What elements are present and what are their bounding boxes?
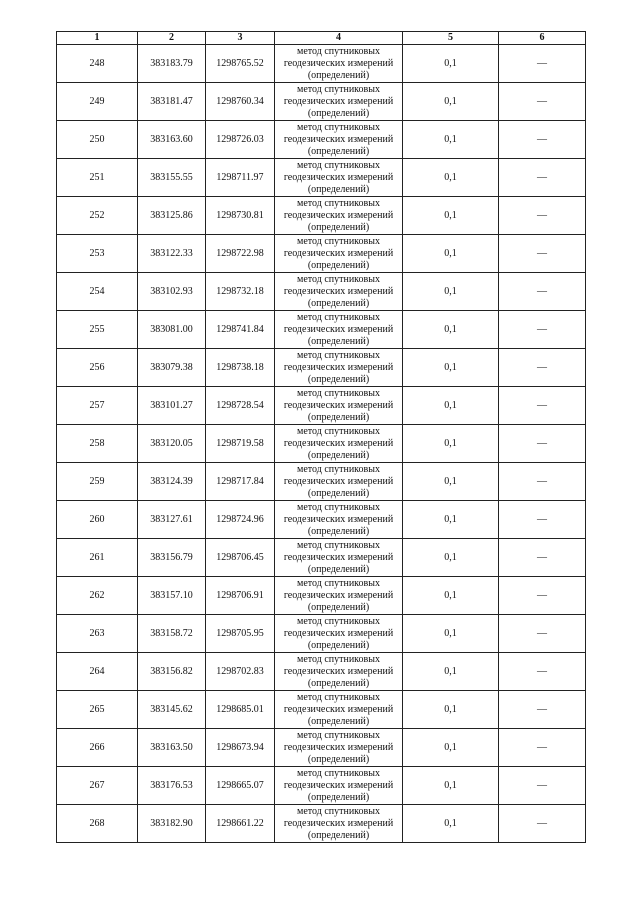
method-cell: метод спутниковых геодезических измерений (определений): [275, 273, 403, 311]
x-coordinate-cell: 383158.72: [138, 615, 206, 653]
accuracy-cell: 0,1: [403, 577, 499, 615]
note-cell: —: [499, 349, 586, 387]
table-row: [57, 273, 586, 311]
note-cell: —: [499, 387, 586, 425]
note-cell: —: [499, 463, 586, 501]
accuracy-cell: 0,1: [403, 121, 499, 159]
method-cell: метод спутниковых геодезических измерений (определений): [275, 539, 403, 577]
method-cell: метод спутниковых геодезических измерений (определений): [275, 463, 403, 501]
note-cell: —: [499, 273, 586, 311]
y-coordinate-cell: 1298706.45: [206, 539, 275, 577]
accuracy-cell: 0,1: [403, 615, 499, 653]
table-row: [57, 349, 586, 387]
y-coordinate-cell: 1298760.34: [206, 83, 275, 121]
y-coordinate-cell: 1298765.52: [206, 45, 275, 83]
method-cell: метод спутниковых геодезических измерений (определений): [275, 349, 403, 387]
y-coordinate-cell: 1298717.84: [206, 463, 275, 501]
x-coordinate-cell: 383181.47: [138, 83, 206, 121]
header-row: [57, 32, 586, 45]
point-number-cell: 252: [57, 197, 138, 235]
accuracy-cell: 0,1: [403, 767, 499, 805]
point-number-cell: 266: [57, 729, 138, 767]
y-coordinate-cell: 1298711.97: [206, 159, 275, 197]
accuracy-cell: 0,1: [403, 501, 499, 539]
y-coordinate-cell: 1298732.18: [206, 273, 275, 311]
accuracy-cell: 0,1: [403, 387, 499, 425]
note-cell: —: [499, 653, 586, 691]
note-cell: —: [499, 691, 586, 729]
accuracy-cell: 0,1: [403, 311, 499, 349]
y-coordinate-cell: 1298738.18: [206, 349, 275, 387]
x-coordinate-cell: 383079.38: [138, 349, 206, 387]
y-coordinate-cell: 1298702.83: [206, 653, 275, 691]
method-cell: метод спутниковых геодезических измерений (определений): [275, 805, 403, 843]
point-number-cell: 260: [57, 501, 138, 539]
note-cell: —: [499, 767, 586, 805]
point-number-cell: 249: [57, 83, 138, 121]
accuracy-cell: 0,1: [403, 349, 499, 387]
point-number-cell: 250: [57, 121, 138, 159]
point-number-cell: 248: [57, 45, 138, 83]
note-cell: —: [499, 805, 586, 843]
note-cell: —: [499, 577, 586, 615]
note-cell: —: [499, 729, 586, 767]
method-cell: метод спутниковых геодезических измерений (определений): [275, 159, 403, 197]
point-number-cell: 254: [57, 273, 138, 311]
y-coordinate-cell: 1298728.54: [206, 387, 275, 425]
y-coordinate-cell: 1298705.95: [206, 615, 275, 653]
accuracy-cell: 0,1: [403, 425, 499, 463]
note-cell: —: [499, 121, 586, 159]
x-coordinate-cell: 383157.10: [138, 577, 206, 615]
table-row: [57, 501, 586, 539]
x-coordinate-cell: 383183.79: [138, 45, 206, 83]
table-row: [57, 463, 586, 501]
point-number-cell: 257: [57, 387, 138, 425]
y-coordinate-cell: 1298673.94: [206, 729, 275, 767]
point-number-cell: 265: [57, 691, 138, 729]
y-coordinate-cell: 1298665.07: [206, 767, 275, 805]
point-number-cell: 268: [57, 805, 138, 843]
table-row: [57, 311, 586, 349]
accuracy-cell: 0,1: [403, 197, 499, 235]
note-cell: —: [499, 425, 586, 463]
column-header: 6: [499, 32, 586, 45]
y-coordinate-cell: 1298685.01: [206, 691, 275, 729]
method-cell: метод спутниковых геодезических измерений (определений): [275, 425, 403, 463]
point-number-cell: 263: [57, 615, 138, 653]
point-number-cell: 261: [57, 539, 138, 577]
table-row: [57, 83, 586, 121]
table-row: [57, 805, 586, 843]
table-row: [57, 767, 586, 805]
method-cell: метод спутниковых геодезических измерений (определений): [275, 235, 403, 273]
y-coordinate-cell: 1298724.96: [206, 501, 275, 539]
x-coordinate-cell: 383124.39: [138, 463, 206, 501]
table-row: [57, 729, 586, 767]
accuracy-cell: 0,1: [403, 539, 499, 577]
x-coordinate-cell: 383182.90: [138, 805, 206, 843]
method-cell: метод спутниковых геодезических измерений (определений): [275, 311, 403, 349]
accuracy-cell: 0,1: [403, 273, 499, 311]
x-coordinate-cell: 383163.50: [138, 729, 206, 767]
method-cell: метод спутниковых геодезических измерений (определений): [275, 197, 403, 235]
y-coordinate-cell: 1298730.81: [206, 197, 275, 235]
y-coordinate-cell: 1298719.58: [206, 425, 275, 463]
accuracy-cell: 0,1: [403, 235, 499, 273]
point-number-cell: 255: [57, 311, 138, 349]
table-row: [57, 425, 586, 463]
method-cell: метод спутниковых геодезических измерений (определений): [275, 45, 403, 83]
x-coordinate-cell: 383102.93: [138, 273, 206, 311]
table-row: [57, 197, 586, 235]
point-number-cell: 258: [57, 425, 138, 463]
coordinates-table: [56, 31, 586, 843]
x-coordinate-cell: 383155.55: [138, 159, 206, 197]
point-number-cell: 262: [57, 577, 138, 615]
note-cell: —: [499, 539, 586, 577]
table-row: [57, 387, 586, 425]
column-header: 1: [57, 32, 138, 45]
accuracy-cell: 0,1: [403, 653, 499, 691]
y-coordinate-cell: 1298706.91: [206, 577, 275, 615]
document-page: [56, 31, 585, 843]
accuracy-cell: 0,1: [403, 159, 499, 197]
method-cell: метод спутниковых геодезических измерений (определений): [275, 387, 403, 425]
note-cell: —: [499, 311, 586, 349]
table-row: [57, 577, 586, 615]
table-row: [57, 45, 586, 83]
column-header: 5: [403, 32, 499, 45]
method-cell: метод спутниковых геодезических измерений (определений): [275, 577, 403, 615]
method-cell: метод спутниковых геодезических измерений (определений): [275, 691, 403, 729]
table-body: [57, 45, 586, 843]
y-coordinate-cell: 1298726.03: [206, 121, 275, 159]
method-cell: метод спутниковых геодезических измерений (определений): [275, 653, 403, 691]
column-header: 4: [275, 32, 403, 45]
note-cell: —: [499, 159, 586, 197]
table-row: [57, 539, 586, 577]
x-coordinate-cell: 383127.61: [138, 501, 206, 539]
x-coordinate-cell: 383125.86: [138, 197, 206, 235]
point-number-cell: 259: [57, 463, 138, 501]
x-coordinate-cell: 383120.05: [138, 425, 206, 463]
note-cell: —: [499, 615, 586, 653]
point-number-cell: 256: [57, 349, 138, 387]
x-coordinate-cell: 383122.33: [138, 235, 206, 273]
method-cell: метод спутниковых геодезических измерений (определений): [275, 501, 403, 539]
note-cell: —: [499, 83, 586, 121]
table-header: [57, 32, 586, 45]
x-coordinate-cell: 383101.27: [138, 387, 206, 425]
note-cell: —: [499, 197, 586, 235]
accuracy-cell: 0,1: [403, 83, 499, 121]
point-number-cell: 251: [57, 159, 138, 197]
x-coordinate-cell: 383163.60: [138, 121, 206, 159]
accuracy-cell: 0,1: [403, 45, 499, 83]
table-row: [57, 653, 586, 691]
y-coordinate-cell: 1298661.22: [206, 805, 275, 843]
point-number-cell: 267: [57, 767, 138, 805]
x-coordinate-cell: 383081.00: [138, 311, 206, 349]
table-row: [57, 235, 586, 273]
accuracy-cell: 0,1: [403, 463, 499, 501]
point-number-cell: 253: [57, 235, 138, 273]
note-cell: —: [499, 45, 586, 83]
y-coordinate-cell: 1298722.98: [206, 235, 275, 273]
x-coordinate-cell: 383176.53: [138, 767, 206, 805]
table-row: [57, 691, 586, 729]
accuracy-cell: 0,1: [403, 729, 499, 767]
x-coordinate-cell: 383156.82: [138, 653, 206, 691]
method-cell: метод спутниковых геодезических измерений (определений): [275, 729, 403, 767]
column-header: 3: [206, 32, 275, 45]
method-cell: метод спутниковых геодезических измерений (определений): [275, 767, 403, 805]
table-row: [57, 159, 586, 197]
table-row: [57, 615, 586, 653]
note-cell: —: [499, 501, 586, 539]
accuracy-cell: 0,1: [403, 805, 499, 843]
point-number-cell: 264: [57, 653, 138, 691]
method-cell: метод спутниковых геодезических измерений (определений): [275, 83, 403, 121]
column-header: 2: [138, 32, 206, 45]
table-row: [57, 121, 586, 159]
y-coordinate-cell: 1298741.84: [206, 311, 275, 349]
x-coordinate-cell: 383156.79: [138, 539, 206, 577]
x-coordinate-cell: 383145.62: [138, 691, 206, 729]
method-cell: метод спутниковых геодезических измерений (определений): [275, 615, 403, 653]
note-cell: —: [499, 235, 586, 273]
accuracy-cell: 0,1: [403, 691, 499, 729]
method-cell: метод спутниковых геодезических измерений (определений): [275, 121, 403, 159]
